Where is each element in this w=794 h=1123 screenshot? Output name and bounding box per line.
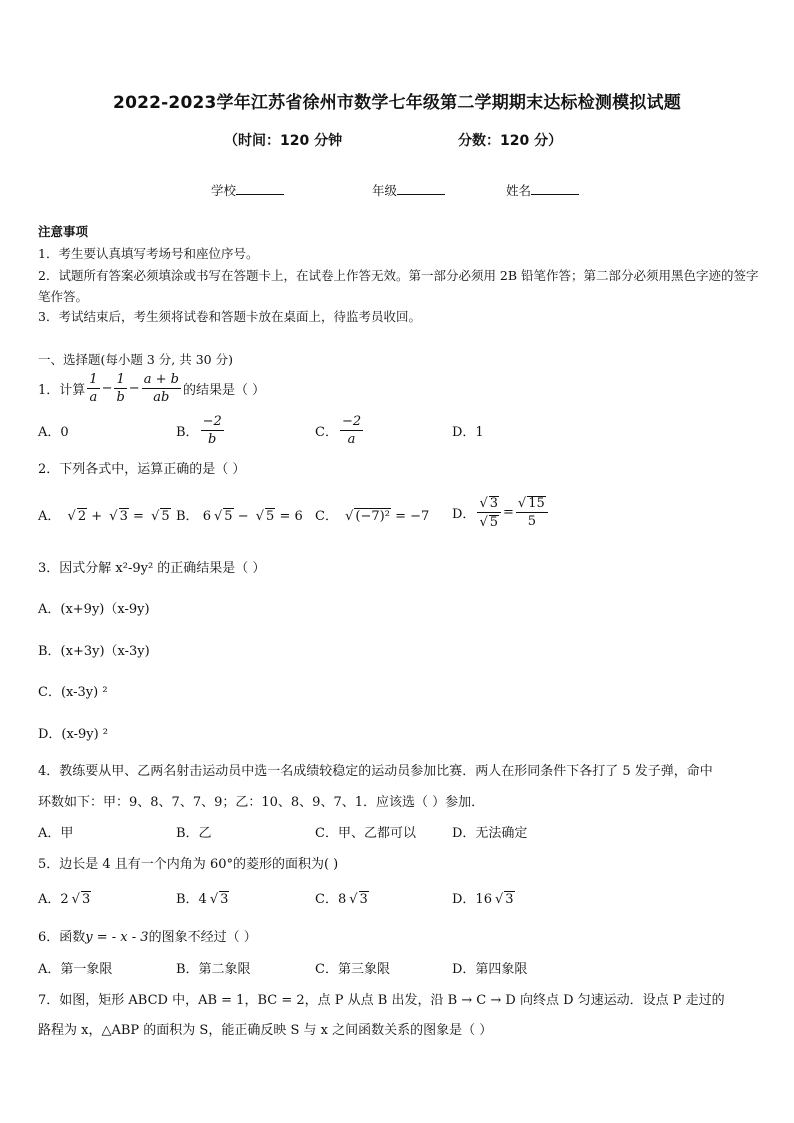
q1-suffix: 的结果是（ ）	[182, 382, 266, 398]
q4-stem-line-1: 4．教练要从甲、乙两名射击运动员中选一名成绩较稳定的运动员参加比赛．两人在形同条件下各打了 5 发子弹，命中	[38, 764, 713, 779]
q4-option-d[interactable]: D．无法确定	[452, 826, 528, 841]
exam-title: 2022-2023学年江苏省徐州市数学七年级第二学期期末达标检测模拟试题	[113, 93, 681, 113]
exam-time: （时间：120 分钟	[224, 133, 343, 149]
q2-option-b[interactable]: B． 6 √ 5 − √ 5 = 6	[176, 509, 303, 524]
q1-fraction-2: $\frac{1}{b}$	[116, 371, 125, 405]
q3-option-b[interactable]: B．(x+3y)（x-3y)	[38, 644, 150, 659]
q1-option-c[interactable]: C． $\frac{-2}{a}$	[315, 413, 362, 447]
q1-prefix: 1．计算	[38, 382, 86, 398]
school-blank[interactable]	[236, 182, 284, 195]
name-blank[interactable]	[531, 182, 579, 195]
q1-fraction-3: $\frac{a + b}{ab}$	[143, 371, 179, 405]
question-1: 1．计算 $\frac{1}{a}$ − $\frac{1}{b}$ − $\frac{a + b}{ab}$ 的结果是（ ）	[38, 371, 266, 405]
q7-stem-line-1: 7．如图，矩形 ABCD 中，AB = 1，BC = 2，点 P 从点 B 出发，沿 B → C → D 向终点 D 匀速运动．设点 P 走过的	[38, 993, 725, 1008]
q7-stem-line-2: 路程为 x，△ABP 的面积为 S，能正确反映 S 与 x 之间函数关系的图象是（ ）	[38, 1023, 493, 1038]
q6-option-c[interactable]: C．第三象限	[315, 962, 390, 977]
q5-option-a[interactable]: A．2 √ 3	[38, 892, 91, 907]
exam-score: 分数：120 分）	[458, 133, 563, 149]
q2-option-d[interactable]: D． $\frac{√ 3}{√ 5}$ = $\frac{√ 15}{5}$	[452, 492, 550, 532]
q4-option-c[interactable]: C．甲、乙都可以	[315, 826, 416, 841]
q3-option-c[interactable]: C．(x-3y) ²	[38, 685, 108, 700]
q2-stem: 2．下列各式中，运算正确的是（ ）	[38, 462, 246, 477]
q1-fraction-1: $\frac{1}{a}$	[89, 371, 98, 405]
q6-option-d[interactable]: D．第四象限	[452, 962, 528, 977]
q1-option-d[interactable]: D．1	[452, 425, 484, 440]
q3-stem: 3．因式分解 x²-9y² 的正确结果是（ ）	[38, 561, 266, 576]
school-label: 学校	[211, 183, 237, 198]
q3-option-a[interactable]: A．(x+9y)（x-9y)	[38, 602, 150, 617]
q6-stem: 6．函数y = - x - 3的图象不经过（ ）	[38, 930, 257, 945]
q5-stem: 5．边长是 4 且有一个内角为 60°的菱形的面积为( )	[38, 857, 339, 872]
section-heading: 一、选择题(每小题 3 分, 共 30 分)	[38, 352, 233, 367]
q4-stem-line-2: 环数如下：甲：9、8、7、7、9；乙：10、8、9、7、1．应该选（ ）参加．	[38, 795, 485, 810]
notice-item-3: 3．考试结束后，考生须将试卷和答题卡放在桌面上，待监考员收回。	[38, 309, 421, 324]
q3-option-d[interactable]: D．(x-9y) ²	[38, 727, 109, 742]
q5-option-d[interactable]: D．16 √ 3	[452, 892, 514, 907]
name-label: 姓名	[506, 183, 532, 198]
grade-blank[interactable]	[397, 182, 445, 195]
grade-label: 年级	[372, 183, 398, 198]
q1-option-a[interactable]: A．0	[38, 425, 69, 440]
q5-option-c[interactable]: C．8 √ 3	[315, 892, 368, 907]
q6-option-a[interactable]: A．第一象限	[38, 962, 113, 977]
name-field[interactable]	[506, 181, 579, 199]
school-field[interactable]	[211, 181, 284, 199]
grade-field[interactable]	[372, 181, 445, 199]
q2-option-a[interactable]: A． √ 2 + √ 3 = √ 5	[38, 509, 170, 524]
q6-option-b[interactable]: B．第二象限	[176, 962, 251, 977]
notice-item-2: 2．试题所有答案必须填涂或书写在答题卡上，在试卷上作答无效。第一部分必须用 2B 铅笔作答；第二部分必须用黑色字迹的签字笔作答。	[38, 268, 759, 304]
notice-heading: 注意事项	[38, 224, 89, 239]
q1-option-b[interactable]: B． $\frac{-2}{b}$	[176, 413, 222, 447]
q5-option-b[interactable]: B．4 √ 3	[176, 892, 229, 907]
q2-option-c[interactable]: C． √ (−7)² = −7	[315, 509, 430, 524]
notice-item-1: 1．考生要认真填写考场号和座位序号。	[38, 246, 259, 261]
q4-option-a[interactable]: A．甲	[38, 826, 74, 841]
q4-option-b[interactable]: B．乙	[176, 826, 212, 841]
